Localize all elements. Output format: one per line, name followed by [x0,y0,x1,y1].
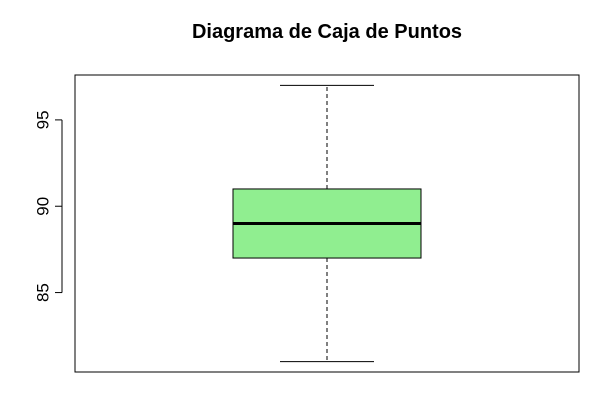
box-group [233,85,421,361]
y-tick-label: 95 [33,110,53,130]
y-tick-label: 85 [33,283,53,303]
y-tick-label: 90 [33,196,53,216]
chart-title: Diagrama de Caja de Puntos [191,21,463,43]
y-axis [33,110,62,302]
